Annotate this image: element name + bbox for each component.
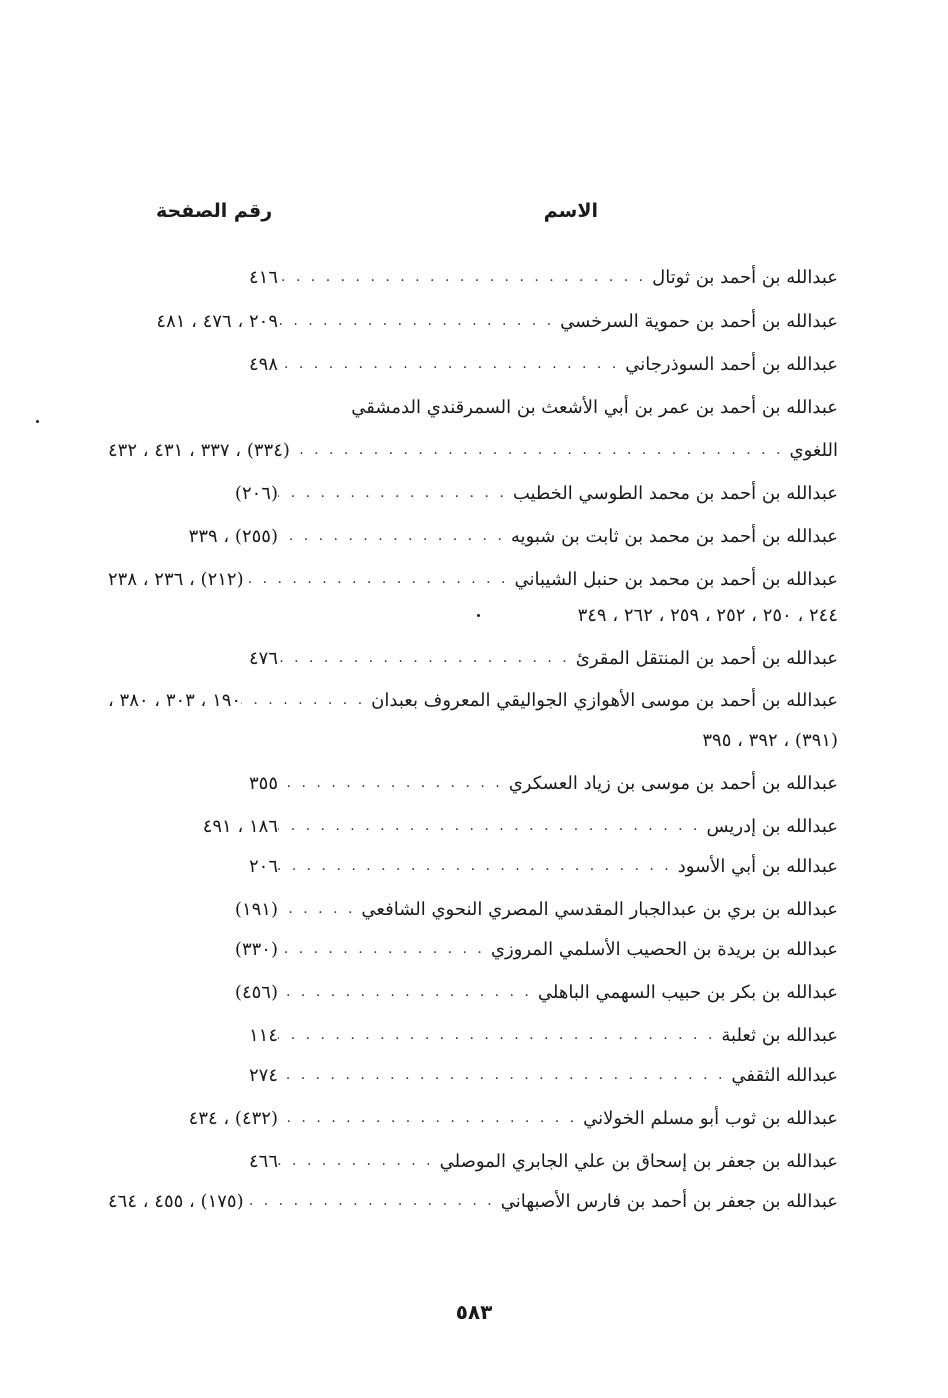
column-header-name: الاسم xyxy=(543,200,598,222)
index-entry xyxy=(108,1057,838,1093)
entry-name: عبدالله بن أحمد بن محمد الطوسي الخطيب xyxy=(512,482,838,504)
entry-name: عبدالله بن أحمد بن عمر بن أبي الأشعث بن السمرقندي الدمشقي xyxy=(351,396,838,418)
entry-pages: ٤٧٦ xyxy=(248,647,278,669)
index-entry xyxy=(108,561,838,597)
entry-pages: ٢٠٦ xyxy=(248,855,278,877)
entry-name: عبدالله بن جعفر بن أحمد بن فارس الأصبهاني xyxy=(500,1190,838,1212)
leader-dots xyxy=(278,528,511,544)
entry-name: عبدالله بن ثعلبة xyxy=(721,1024,838,1046)
column-header-pages: رقم الصفحة xyxy=(156,200,273,222)
entry-name: عبدالله بن أحمد بن المنتقل المقرئ xyxy=(575,647,838,669)
index-entry xyxy=(108,475,838,511)
leader-dots xyxy=(244,1193,501,1209)
entry-name: عبدالله بن أحمد بن حموية السرخسي xyxy=(560,310,838,332)
entry-pages: (٣٩١) ، ٣٩٢ ، ٣٩٥ xyxy=(702,729,838,751)
leader-dots xyxy=(278,858,678,874)
entry-name: عبدالله بن أحمد بن ثوتال xyxy=(652,266,838,288)
entry-pages: (٤٣٢) ، ٤٣٤ xyxy=(188,1107,278,1129)
entry-pages: (١٧٥) ، ٤٥٥ ، ٤٦٤ xyxy=(108,1190,244,1212)
ink-speck xyxy=(36,420,39,423)
index-entry-continuation xyxy=(108,722,838,758)
index-entry xyxy=(108,848,838,884)
entry-name: عبدالله بن بكر بن حبيب السهمي الباهلي xyxy=(537,981,838,1003)
entry-name: اللغوي xyxy=(789,439,838,461)
index-entry xyxy=(108,389,838,425)
entry-name: عبدالله بن أحمد بن محمد بن حنبل الشيباني xyxy=(514,568,838,590)
index-entry xyxy=(108,765,838,801)
entry-pages: ١٩٠ ، ٣٠٣ ، ٣٨٠ ، xyxy=(108,689,242,711)
page-number: ٥٨٣ xyxy=(455,1300,493,1324)
leader-dots xyxy=(278,1153,440,1169)
index-entry xyxy=(108,1017,838,1053)
ink-speck xyxy=(477,614,480,617)
leader-dots xyxy=(278,650,576,666)
entry-name: عبدالله بن أحمد بن موسى الأهوازي الجواليقي المعروف بعبدان xyxy=(371,689,838,711)
index-entry xyxy=(108,891,838,927)
entry-name: عبدالله بن أحمد السوذرجاني xyxy=(625,353,838,375)
index-entry xyxy=(108,682,838,718)
entry-name: عبدالله بن بريدة بن الحصيب الأسلمي المروزي xyxy=(490,938,838,960)
leader-dots xyxy=(290,442,790,458)
index-entry xyxy=(108,303,838,339)
entry-name: عبدالله بن إدريس xyxy=(706,815,838,837)
leader-dots xyxy=(278,941,491,957)
leader-dots xyxy=(278,818,706,834)
index-entry xyxy=(108,808,838,844)
leader-dots xyxy=(278,1027,721,1043)
entry-pages: (١٩١) xyxy=(234,898,278,920)
entry-pages: (٢١٢) ، ٢٣٦ ، ٢٣٨ xyxy=(108,568,244,590)
entry-pages: (٣٣٤) ، ٣٣٧ ، ٤٣١ ، ٤٣٢ xyxy=(108,439,290,461)
index-entry xyxy=(108,931,838,967)
entry-name: عبدالله بن ثوب أبو مسلم الخولاني xyxy=(583,1107,838,1129)
entry-name: عبدالله بن جعفر بن إسحاق بن علي الجابري الموصلي xyxy=(439,1150,838,1172)
entry-pages: (٣٣٠) xyxy=(234,938,278,960)
leader-dots xyxy=(278,356,625,372)
entry-name: عبدالله بن أحمد بن موسى بن زياد العسكري xyxy=(508,772,838,794)
entry-name: عبدالله بن بري بن عبدالجبار المقدسي المصري النحوي الشافعي xyxy=(361,898,838,920)
leader-dots xyxy=(278,1067,731,1083)
leader-dots xyxy=(278,775,509,791)
entry-pages: ١٨٦ ، ٤٩١ xyxy=(202,815,278,837)
entry-name: عبدالله بن أبي الأسود xyxy=(677,855,838,877)
entry-pages: ٣٥٥ xyxy=(248,772,278,794)
index-entry xyxy=(108,518,838,554)
leader-dots xyxy=(278,984,538,1000)
index-entry xyxy=(108,346,838,382)
index-entry xyxy=(108,1183,838,1219)
entry-name: عبدالله الثقفي xyxy=(731,1064,838,1086)
entry-pages: ٢٧٤ xyxy=(248,1064,278,1086)
entry-pages: ١١٤ xyxy=(248,1024,278,1046)
entry-pages: ٢٠٩ ، ٤٧٦ ، ٤٨١ xyxy=(156,310,278,332)
index-entry xyxy=(108,974,838,1010)
index-entry-continuation xyxy=(108,432,838,468)
leader-dots xyxy=(244,571,515,587)
entry-pages: (٤٥٦) xyxy=(234,981,278,1003)
leader-dots xyxy=(241,692,371,708)
index-entry xyxy=(108,1143,838,1179)
leader-dots xyxy=(278,313,560,329)
index-entry xyxy=(108,640,838,676)
leader-dots xyxy=(278,269,652,285)
entry-pages: ٢٤٤ ، ٢٥٠ ، ٢٥٢ ، ٢٥٩ ، ٢٦٢ ، ٣٤٩ xyxy=(577,604,838,626)
leader-dots xyxy=(278,485,513,501)
index-entry-continuation xyxy=(108,597,838,633)
leader-dots xyxy=(278,901,361,917)
index-entry xyxy=(108,259,838,295)
index-entry xyxy=(108,1100,838,1136)
entry-name: عبدالله بن أحمد بن محمد بن ثابت بن شبويه xyxy=(510,525,838,547)
entry-pages: ٤٦٦ xyxy=(248,1150,278,1172)
entry-pages: (٢٠٦) xyxy=(234,482,278,504)
entry-pages: ٤٩٨ xyxy=(248,353,278,375)
entry-pages: (٢٥٥) ، ٣٣٩ xyxy=(188,525,278,547)
entry-pages: ٤١٦ xyxy=(248,266,278,288)
leader-dots xyxy=(278,1110,583,1126)
